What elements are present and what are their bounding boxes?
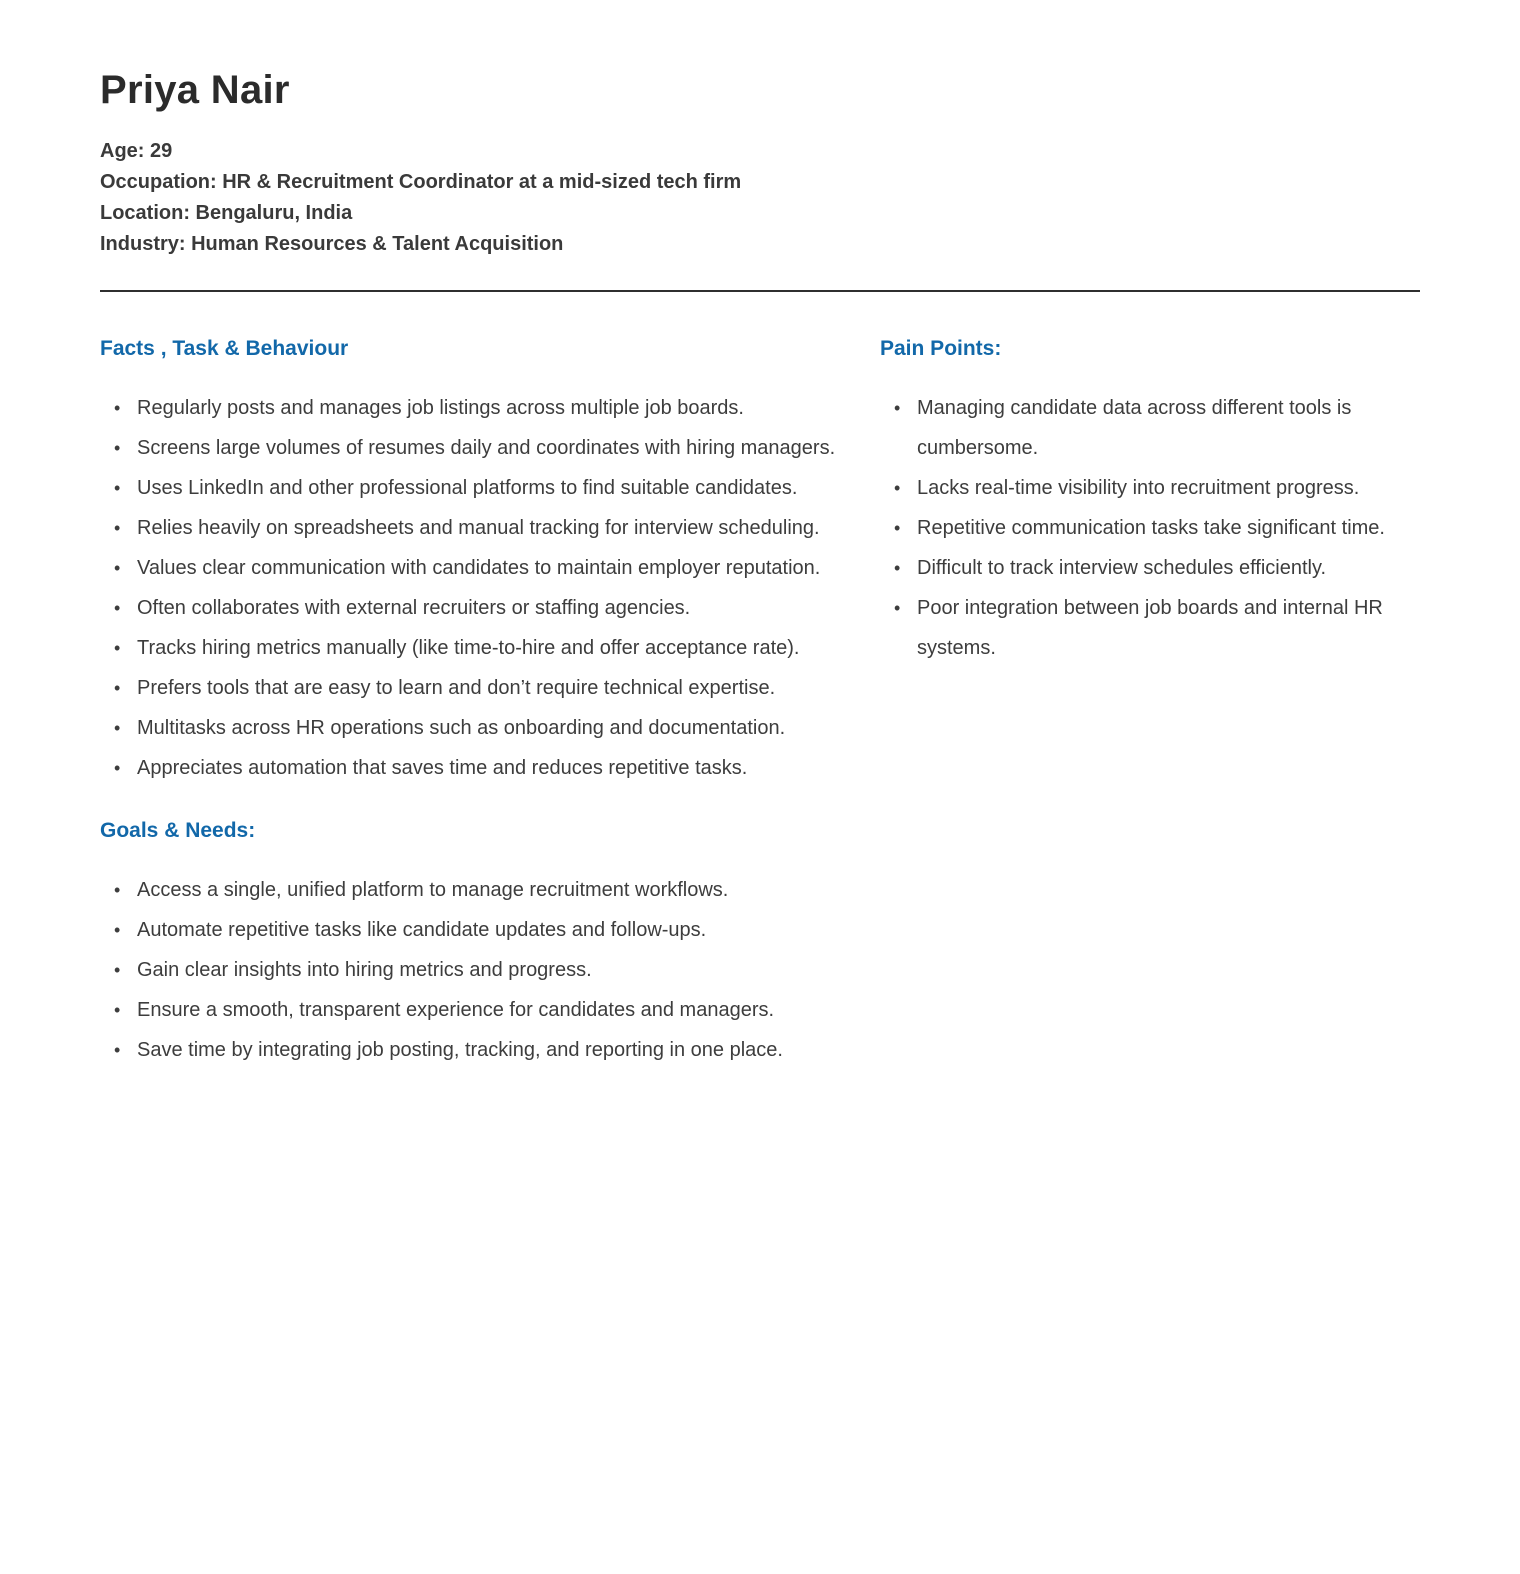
meta-age: Age: 29: [100, 140, 173, 162]
list-item: • Relies heavily on spreadsheets and manual tracking for interview scheduling.: [100, 508, 860, 548]
right-column: [880, 336, 1420, 668]
list-item: • Difficult to track interview schedules efficiently.: [880, 548, 1420, 588]
section-pain-points: [880, 336, 1420, 668]
section-heading-facts: Facts , Task & Behaviour: [100, 337, 349, 360]
list-item: • Ensure a smooth, transparent experience for candidates and managers.: [100, 990, 860, 1030]
meta-industry: Industry: Human Resources & Talent Acquisition: [100, 233, 564, 255]
two-column-layout: [100, 336, 1420, 1070]
section-facts-task-behaviour: [100, 336, 860, 788]
section-goals-needs: [100, 818, 860, 1070]
list-item: • Uses LinkedIn and other professional platforms to find suitable candidates.: [100, 468, 860, 508]
list-item: • Screens large volumes of resumes daily and coordinates with hiring managers.: [100, 428, 860, 468]
list-item: • Values clear communication with candidates to maintain employer reputation.: [100, 548, 860, 588]
goals-list: [100, 870, 860, 1070]
list-item: • Lacks real-time visibility into recruitment progress.: [880, 468, 1420, 508]
list-item: • Save time by integrating job posting, tracking, and reporting in one place.: [100, 1030, 860, 1070]
facts-list: [100, 388, 860, 788]
meta-location: Location: Bengaluru, India: [100, 202, 353, 224]
list-item: • Appreciates automation that saves time and reduces repetitive tasks.: [100, 748, 860, 788]
divider-rule: [100, 290, 1420, 292]
list-item: • Access a single, unified platform to manage recruitment workflows.: [100, 870, 860, 910]
page-title: Priya Nair: [100, 68, 290, 112]
persona-meta: [100, 136, 1420, 260]
list-item: • Gain clear insights into hiring metrics and progress.: [100, 950, 860, 990]
list-item: • Often collaborates with external recruiters or staffing agencies.: [100, 588, 860, 628]
pain-points-list: [880, 388, 1420, 668]
list-item: • Automate repetitive tasks like candidate updates and follow-ups.: [100, 910, 860, 950]
list-item: • Poor integration between job boards and internal HR systems.: [880, 588, 1420, 668]
meta-occupation: Occupation: HR & Recruitment Coordinator at a mid-sized tech firm: [100, 171, 742, 193]
list-item: • Regularly posts and manages job listings across multiple job boards.: [100, 388, 860, 428]
left-column: [100, 336, 860, 1070]
list-item: • Managing candidate data across different tools is cumbersome.: [880, 388, 1420, 468]
list-item: • Tracks hiring metrics manually (like time-to-hire and offer acceptance rate).: [100, 628, 860, 668]
section-heading-pain-points: Pain Points:: [880, 337, 1002, 360]
list-item: • Repetitive communication tasks take significant time.: [880, 508, 1420, 548]
list-item: • Prefers tools that are easy to learn and don’t require technical expertise.: [100, 668, 860, 708]
section-heading-goals: Goals & Needs:: [100, 819, 256, 842]
list-item: • Multitasks across HR operations such as onboarding and documentation.: [100, 708, 860, 748]
